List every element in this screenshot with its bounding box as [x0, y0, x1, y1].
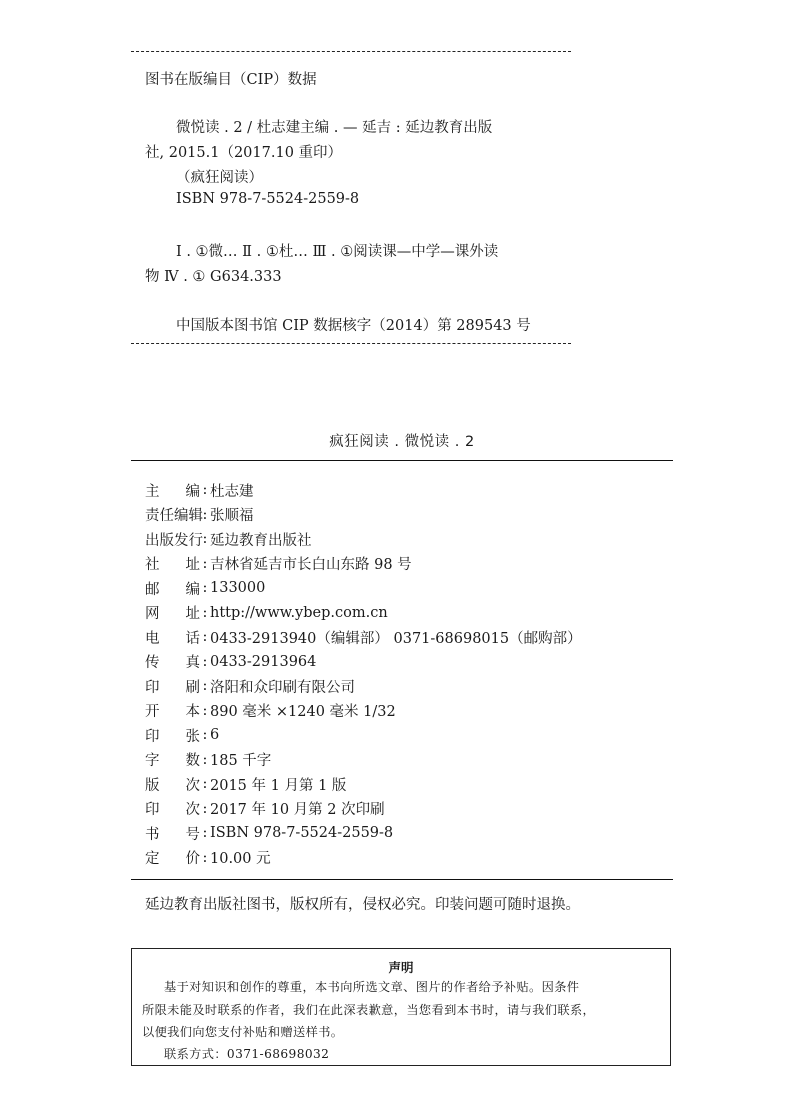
detail-label-char: 书 [145, 826, 160, 843]
detail-label-char: 网 [145, 606, 160, 623]
detail-label-char: 次 [185, 802, 200, 819]
detail-value: http://www.ybep.com.cn [210, 604, 388, 621]
copyright-notice: 延边教育出版社图书，版权所有，侵权必究。印装问题可随时退换。 [145, 897, 580, 913]
detail-value: 6 [210, 727, 220, 744]
detail-label-char: 号 [185, 826, 200, 843]
detail-value: 2015 年 1 月第 1 版 [210, 777, 347, 794]
detail-label [145, 700, 200, 721]
detail-row [145, 772, 582, 797]
statement-box [131, 948, 671, 1066]
cip-line-3: （疯狂阅读） [176, 170, 263, 186]
detail-label-char: 次 [185, 777, 200, 794]
detail-label-char: 址 [185, 557, 200, 574]
detail-colon: : [202, 800, 208, 817]
detail-label [145, 749, 200, 770]
detail-row [145, 723, 582, 748]
detail-label-char: 印 [145, 802, 160, 819]
detail-label [145, 823, 200, 844]
detail-label-char: 电 [145, 630, 160, 647]
statement-title: 声明 [388, 960, 414, 975]
detail-label-char: 任 [159, 508, 174, 525]
detail-row [145, 797, 582, 822]
detail-label [145, 578, 200, 599]
detail-label [145, 553, 200, 574]
detail-label-char: 张 [185, 728, 200, 745]
detail-row [145, 748, 582, 773]
detail-label-char: 价 [185, 851, 200, 868]
detail-label [145, 504, 203, 525]
detail-label-char: 址 [185, 606, 200, 623]
detail-label-char: 本 [185, 704, 200, 721]
detail-value: 洛阳和众印刷有限公司 [210, 679, 355, 696]
detail-label [145, 529, 203, 550]
book-title: 疯狂阅读 . 微悦读 . 2 [329, 434, 475, 450]
detail-row [145, 552, 582, 577]
detail-label-char: 定 [145, 851, 160, 868]
detail-row [145, 821, 582, 846]
detail-label [145, 847, 200, 868]
detail-row [145, 846, 582, 871]
detail-colon: : [202, 653, 208, 670]
detail-row [145, 503, 582, 528]
detail-label [145, 480, 200, 501]
title-rule [131, 460, 673, 461]
detail-value: 185 千字 [210, 753, 272, 770]
cip-line-6: 物 Ⅳ . ① G634.333 [145, 269, 282, 285]
detail-colon: : [202, 849, 208, 866]
detail-label-char: 印 [145, 679, 160, 696]
publication-details [145, 478, 582, 870]
detail-label-char: 真 [185, 655, 200, 672]
detail-value: 2017 年 10 月第 2 次印刷 [210, 802, 385, 819]
detail-label [145, 651, 200, 672]
detail-label-char: 编 [185, 483, 200, 500]
detail-label [145, 774, 200, 795]
detail-row [145, 576, 582, 601]
detail-label-char: 发 [174, 532, 189, 549]
detail-label [145, 676, 200, 697]
detail-row [145, 699, 582, 724]
detail-value: 杜志建 [210, 483, 254, 500]
detail-value: 延边教育出版社 [210, 532, 312, 549]
statement-line-2: 所限未能及时联系的作者，我们在此深表歉意，当您看到本书时，请与我们联系， [142, 1003, 596, 1017]
detail-label [145, 627, 200, 648]
detail-label-char: 传 [145, 655, 160, 672]
detail-value: 0433-2913964 [210, 653, 317, 670]
detail-label [145, 798, 200, 819]
detail-colon: : [202, 482, 208, 499]
detail-label-char: 主 [145, 483, 160, 500]
detail-label-char: 行 [188, 532, 203, 549]
detail-label-char: 字 [145, 753, 160, 770]
cip-line-5: Ⅰ . ①微… Ⅱ . ①杜… Ⅲ . ①阅读课—中学—课外读 [176, 244, 499, 260]
statement-line-3: 以便我们向您支付补贴和赠送样书。 [142, 1025, 344, 1039]
detail-label-char: 编 [185, 581, 200, 598]
detail-value: ISBN 978-7-5524-2559-8 [210, 825, 394, 842]
detail-colon: : [202, 531, 208, 548]
detail-label-char: 社 [145, 557, 160, 574]
detail-row [145, 601, 582, 626]
detail-row [145, 527, 582, 552]
detail-value: 10.00 元 [210, 851, 271, 868]
detail-label-char: 责 [145, 508, 160, 525]
detail-value: 张顺福 [210, 508, 254, 525]
detail-label-char: 版 [145, 777, 160, 794]
detail-label [145, 602, 200, 623]
detail-row [145, 650, 582, 675]
cip-bottom-dashed-divider [131, 343, 571, 344]
detail-colon: : [202, 727, 208, 744]
detail-row [145, 478, 582, 503]
detail-label-char: 出 [145, 532, 160, 549]
cip-line-1: 微悦读 . 2 / 杜志建主编 . — 延吉 : 延边教育出版 [176, 120, 493, 136]
detail-label-char: 刷 [185, 679, 200, 696]
statement-line-1: 基于对知识和创作的尊重，本书向所选文章、图片的作者给予补贴。因条件 [164, 980, 580, 994]
detail-value: 133000 [210, 580, 266, 597]
detail-value: 吉林省延吉市长白山东路 98 号 [210, 557, 412, 574]
detail-colon: : [202, 751, 208, 768]
detail-label-char: 开 [145, 704, 160, 721]
detail-colon: : [202, 825, 208, 842]
cip-line-7: 中国版本图书馆 CIP 数据核字（2014）第 289543 号 [176, 318, 531, 334]
detail-row [145, 625, 582, 650]
detail-label-char: 话 [185, 630, 200, 647]
detail-colon: : [202, 555, 208, 572]
detail-label-char: 版 [159, 532, 174, 549]
detail-label-char: 印 [145, 728, 160, 745]
details-bottom-rule [131, 879, 673, 880]
detail-label-char: 辑 [188, 508, 203, 525]
detail-colon: : [202, 678, 208, 695]
detail-label-char: 数 [185, 753, 200, 770]
detail-colon: : [202, 506, 208, 523]
detail-value: 890 毫米 ×1240 毫米 1/32 [210, 704, 396, 721]
detail-value: 0433-2913940（编辑部） 0371-68698015（邮购部） [210, 630, 582, 647]
detail-colon: : [202, 629, 208, 646]
detail-label-char: 邮 [145, 581, 160, 598]
detail-colon: : [202, 580, 208, 597]
detail-label [145, 725, 200, 746]
detail-label-char: 编 [174, 508, 189, 525]
statement-contact: 联系方式：0371-68698032 [164, 1047, 330, 1061]
detail-colon: : [202, 776, 208, 793]
detail-colon: : [202, 702, 208, 719]
cip-top-dashed-divider [131, 51, 571, 52]
detail-row [145, 674, 582, 699]
detail-colon: : [202, 604, 208, 621]
cip-line-2: 社, 2015.1（2017.10 重印） [145, 145, 343, 161]
cip-heading: 图书在版编目（CIP）数据 [145, 72, 317, 88]
cip-line-4: ISBN 978-7-5524-2559-8 [176, 191, 360, 207]
